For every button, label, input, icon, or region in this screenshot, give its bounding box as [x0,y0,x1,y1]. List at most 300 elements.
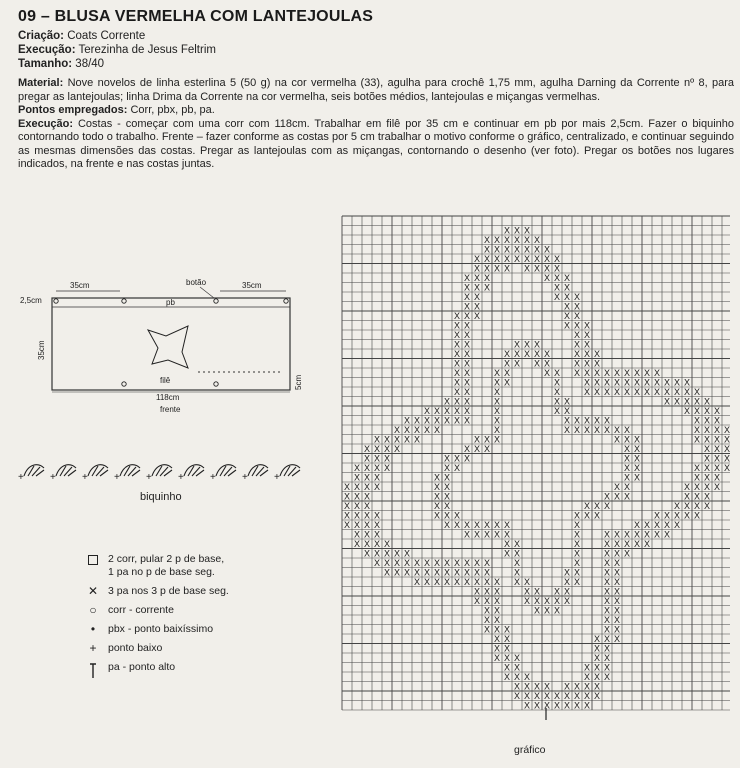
chart-cell-x: X [413,557,421,568]
chart-cell-x: X [703,472,711,483]
chart-cell-x: X [603,614,611,625]
chart-cell-x: X [613,548,621,559]
chart-cell-x: X [603,643,611,654]
material-paragraph [18,77,734,104]
chart-cell-x: X [623,424,631,435]
chart-cell-x: X [373,529,381,540]
button-marker [122,299,126,303]
chart-cell-x: X [723,453,730,464]
chart-cell-x: X [513,576,521,587]
chart-cell-x: X [463,529,471,540]
chart-cell-x: X [493,605,501,616]
chart-cell-x: X [723,462,730,473]
chart-cell-x: X [573,358,581,369]
width-118cm: 118cm [156,393,180,402]
chart-cell-x: X [663,377,671,388]
chart-cell-x: X [583,358,591,369]
chart-cell-x: X [713,434,721,445]
chart-cell-x: X [373,548,381,559]
chart-cell-x: X [573,301,581,312]
chart-cell-x: X [453,415,461,426]
chart-cell-x: X [603,424,611,435]
chart-cell-x: X [493,386,501,397]
chart-cell-x: X [503,633,511,644]
chart-cell-x: X [383,434,391,445]
chart-cell-x: X [593,415,601,426]
chart-cell-x: X [483,253,491,264]
chart-cell-x: X [543,605,551,616]
chart-cell-x: X [453,462,461,473]
dim-35cm-right: 35cm [242,281,262,290]
chart-cell-x: X [553,700,561,711]
chart-cell-x: X [483,576,491,587]
legend-item [86,623,229,636]
chart-cell-x: X [573,310,581,321]
chart-cell-x: X [693,481,701,492]
chart-cell-x: X [463,557,471,568]
chart-cell-x: X [493,253,501,264]
chart-cell-x: X [713,481,721,492]
piece-outline [52,298,290,390]
chart-cell-x: X [463,301,471,312]
chart-cell-x: X [583,367,591,378]
chart-cell-x: X [393,548,401,559]
chart-cell-x: X [423,405,431,416]
chart-cell-x: X [623,491,631,502]
chart-cell-x: X [593,377,601,388]
chart-cell-x: X [363,519,371,530]
chart-cell-x: X [563,424,571,435]
biquinho-motif [210,465,236,483]
chart-cell-x: X [633,462,641,473]
chart-cell-x: X [583,415,591,426]
chart-cell-x: X [473,282,481,293]
chart-cell-x: X [493,377,501,388]
chart-cell-x: X [593,652,601,663]
chart-cell-x: X [543,244,551,255]
chart-cell-x: X [583,386,591,397]
chart-cell-x: X [613,377,621,388]
chart-cell-x: X [553,586,561,597]
chart-cell-x: X [453,567,461,578]
execucao-label: Execução: [18,44,76,56]
chart-cell-x: X [583,320,591,331]
chart-cell-x: X [573,510,581,521]
chart-cell-x: X [513,690,521,701]
chart-cell-x: X [523,681,531,692]
chart-cell-x: X [373,557,381,568]
chart-cell-x: X [563,272,571,283]
chart-cell-x: X [603,576,611,587]
execucao-text: Costas - começar com uma corr com 118cm. Trabalhar em filê por 35 cm e continuar em pb por mais 2,5cm. Fazer o biquinho contornando todo o trabalho. Frente – fazer conforme as costas por 5 cm trabalhar o motivo conforme o gráfico, centralizado, e continuar seguindo as mesmas dimensões das costas. Pregar as lantejoulas com as miçangas, contornando o desenho (ver foto). Pregar os botões nos lugares indicados, na frente e nas costas juntas. [18,117,734,170]
chart-cell-x: X [513,538,521,549]
chart-cell-x: X [613,386,621,397]
chart-cell-x: X [493,576,501,587]
chart-cell-x: X [353,500,361,511]
chart-cell-x: X [563,690,571,701]
chart-cell-x: X [553,263,561,274]
chart-cell-x: X [643,386,651,397]
chart-cell-x: X [623,548,631,559]
chart-cell-x: X [503,358,511,369]
chart-cell-x: X [563,586,571,597]
chart-cell-x: X [403,557,411,568]
chart-cell-x: X [683,405,691,416]
chart-cell-x: X [623,453,631,464]
chart-cell-x: X [503,662,511,673]
chart-cell-x: X [493,415,501,426]
chart-cell-x: X [463,386,471,397]
chart-cell-x: X [543,681,551,692]
chart-cell-x: X [473,529,481,540]
chart-cell-x: X [513,662,521,673]
material-text: Nove novelos de linha esterlina 5 (50 g) na cor vermelha (33), agulha para crochê 1,75 mm, agulha Darning da Corrente nº 8, para pregar as lantejoulas; linha Drima da Corrente na cor vermelha, seis botões médios, lantejoulas e miçangas vermelhas. [18,77,734,103]
chart-cell-x: X [603,548,611,559]
chart-cell-x: X [713,415,721,426]
chart-cell-x: X [533,681,541,692]
svg-text:+: + [114,472,120,483]
chart-cell-x: X [613,576,621,587]
svg-text:+: + [82,472,88,483]
chart-cell-x: X [363,453,371,464]
chart-cell-x: X [573,367,581,378]
chart-cell-x: X [613,434,621,445]
chart-cell-x: X [493,529,501,540]
chart-cell-x: X [523,348,531,359]
chart-cell-x: X [613,424,621,435]
chart-cell-x: X [623,377,631,388]
chart-cell-x: X [703,415,711,426]
chart-cell-x: X [413,567,421,578]
chart-cell-x: X [443,491,451,502]
chart-cell-x: X [503,377,511,388]
chart-cell-x: X [633,472,641,483]
chart-cell-x: X [523,225,531,236]
chart-cell-x: X [593,367,601,378]
chart-cell-x: X [363,472,371,483]
chart-cell-x: X [553,595,561,606]
chart-cell-x: X [443,557,451,568]
chart-cell-x: X [443,510,451,521]
chart-cell-x: X [673,519,681,530]
biquinho-diagram [10,458,310,488]
chart-cell-x: X [513,339,521,350]
chart-cell-x: X [353,529,361,540]
chart-cell-x: X [383,538,391,549]
chart-cell-x: X [343,481,351,492]
chart-cell-x: X [403,567,411,578]
material-label: Material: [18,77,64,89]
chart-cell-x: X [363,481,371,492]
chart-cell-x: X [503,643,511,654]
chart-cell-x: X [523,339,531,350]
chart-cell-x: X [603,386,611,397]
chart-cell-x: X [433,557,441,568]
chart-cell-x: X [453,320,461,331]
chart-cell-x: X [693,405,701,416]
piece-schematic [20,272,320,422]
chart-cell-x: X [363,443,371,454]
chart-cell-x: X [703,424,711,435]
chart-cell-x: X [433,491,441,502]
chart-cell-x: X [543,253,551,264]
chart-cell-x: X [713,405,721,416]
chart-cell-x: X [653,510,661,521]
chart-cell-x: X [433,481,441,492]
chart-cell-x: X [463,519,471,530]
chart-cell-x: X [633,529,641,540]
chart-cell-x: X [483,605,491,616]
legend-text: 3 pa nos 3 p de base seg. [108,585,229,597]
chart-cell-x: X [543,263,551,274]
chart-cell-x: X [463,415,471,426]
chart-cell-x: X [583,348,591,359]
chart-cell-x: X [493,595,501,606]
chart-cell-x: X [443,519,451,530]
chart-cell-x: X [493,405,501,416]
chart-cell-x: X [463,310,471,321]
chart-cell-x: X [503,234,511,245]
chart-cell-x: X [483,282,491,293]
chart-cell-x: X [543,700,551,711]
legend-item [86,661,229,674]
chart-cell-x: X [593,348,601,359]
chart-cell-x: X [593,358,601,369]
chart-cell-x: X [573,519,581,530]
chart-cell-x: X [593,671,601,682]
chart-cell-x: X [723,434,730,445]
chart-cell-x: X [573,339,581,350]
chart-cell-x: X [553,253,561,264]
chart-cell-x: X [573,329,581,340]
chart-cell-x: X [393,443,401,454]
legend-item [86,585,229,598]
chart-cell-x: X [573,320,581,331]
chart-cell-x: X [603,633,611,644]
chart-cell-x: X [703,481,711,492]
chart-cell-x: X [513,348,521,359]
chart-cell-x: X [543,272,551,283]
chart-cell-x: X [533,586,541,597]
chart-cell-x: X [563,301,571,312]
biquinho-motif [178,465,204,483]
dim-35cm-left: 35cm [70,281,90,290]
pontos-label: Pontos empregados: [18,104,128,116]
chart-cell-x: X [463,453,471,464]
button-marker [122,382,126,386]
chart-cell-x: X [453,367,461,378]
chart-cell-x: X [503,225,511,236]
chart-cell-x: X [423,557,431,568]
chart-cell-x: X [713,453,721,464]
chart-cell-x: X [603,652,611,663]
chart-cell-x: X [653,519,661,530]
chart-cell-x: X [523,253,531,264]
chart-cell-x: X [643,538,651,549]
chart-cell-x: X [713,472,721,483]
chart-cell-x: X [553,405,561,416]
chart-cell-x: X [563,396,571,407]
chart-cell-x: X [503,519,511,530]
chart-cell-x: X [393,434,401,445]
chart-cell-x: X [453,339,461,350]
legend-item [86,553,229,579]
chart-cell-x: X [593,386,601,397]
chart-cell-x: X [613,529,621,540]
chart-cell-x: X [633,377,641,388]
chart-cell-x: X [603,662,611,673]
chart-cell-x: X [443,500,451,511]
chart-cell-x: X [503,367,511,378]
biquinho-label: biquinho [140,491,182,503]
chart-cell-x: X [373,481,381,492]
chart-cell-x: X [533,348,541,359]
chart-cell-x: X [433,567,441,578]
chart-cell-x: X [553,367,561,378]
chart-cell-x: X [423,576,431,587]
chart-cell-x: X [463,329,471,340]
svg-text:+: + [178,472,184,483]
chart-cell-x: X [383,443,391,454]
chart-cell-x: X [533,595,541,606]
chart-cell-x: X [423,567,431,578]
chart-cell-x: X [583,424,591,435]
chart-cell-x: X [363,510,371,521]
button-marker [214,382,218,386]
chart-cell-x: X [713,424,721,435]
biquinho-motif [242,465,268,483]
chart-cell-x: X [583,510,591,521]
chart-cell-x: X [353,538,361,549]
chart-cell-x: X [393,557,401,568]
chart-cell-x: X [493,652,501,663]
chart-cell-x: X [573,576,581,587]
chart-cell-x: X [633,386,641,397]
svg-text:+: + [210,472,216,483]
chart-cell-x: X [463,291,471,302]
chart-cell-x: X [583,329,591,340]
chart-cell-x: X [443,415,451,426]
chart-cell-x: X [513,244,521,255]
chart-cell-x: X [453,405,461,416]
chart-cell-x: X [583,690,591,701]
chart-cell-x: X [493,624,501,635]
chart-cell-x: X [703,443,711,454]
chart-cell-x: X [543,690,551,701]
chart-cell-x: X [423,415,431,426]
chart-cell-x: X [703,491,711,502]
chart-cell-x: X [373,519,381,530]
chart-cell-x: X [523,576,531,587]
chart-cell-x: X [523,244,531,255]
chart-cell-x: X [503,348,511,359]
chart-cell-x: X [573,700,581,711]
chart-cell-x: X [413,434,421,445]
chart-cell-x: X [463,358,471,369]
chart-cell-x: X [503,263,511,274]
chart-cell-x: X [473,272,481,283]
legend-text: corr - corrente [108,604,174,616]
legend-text: pbx - ponto baixíssimo [108,623,214,635]
chart-cell-x: X [473,253,481,264]
chart-cell-x: X [613,624,621,635]
chart-cell-x: X [623,529,631,540]
chart-cell-x: X [483,434,491,445]
chart-cell-x: X [603,557,611,568]
chart-cell-x: X [473,310,481,321]
chart-cell-x: X [363,548,371,559]
chart-cell-x: X [523,595,531,606]
chart-cell-x: X [433,415,441,426]
chart-cell-x: X [463,272,471,283]
chart-cell-x: X [533,234,541,245]
button-marker [284,299,288,303]
chart-cell-x: X [483,557,491,568]
symbol-legend [86,553,229,680]
chart-cell-x: X [633,434,641,445]
chart-cell-x: X [553,396,561,407]
chart-cell-x: X [693,386,701,397]
chart-cell-x: X [603,415,611,426]
tamanho-label: Tamanho: [18,58,73,70]
chart-cell-x: X [573,291,581,302]
svg-text:+: + [50,472,56,483]
chart-cell-x: X [443,462,451,473]
chart-cell-x: X [393,567,401,578]
biquinho-motif [18,465,44,483]
chart-cell-x: X [533,339,541,350]
chart-cell-x: X [583,662,591,673]
chart-cell-x: X [503,652,511,663]
chart-cell-x: X [473,567,481,578]
chart-cell-x: X [353,510,361,521]
chart-cell-x: X [693,434,701,445]
chart-cell-x: X [593,662,601,673]
chart-cell-x: X [433,510,441,521]
chart-cell-x: X [493,234,501,245]
chart-cell-x: X [703,500,711,511]
chart-grid [342,216,730,710]
dim-35cm-side: 35cm [37,340,46,360]
chart-cell-x: X [513,681,521,692]
chart-cell-x: X [493,633,501,644]
chart-cell-x: X [533,263,541,274]
chart-cell-x: X [513,548,521,559]
chart-cell-x: X [673,386,681,397]
chart-cell-x: X [703,453,711,464]
chart-cell-x: X [373,538,381,549]
chart-cell-x: X [433,424,441,435]
chart-cell-x: X [453,358,461,369]
chart-cell-x: X [443,405,451,416]
chart-cell-x: X [613,567,621,578]
chart-cell-x: X [543,367,551,378]
chart-cell-x: X [573,567,581,578]
chart-cell-x: X [383,557,391,568]
chart-cell-x: X [443,396,451,407]
chart-cell-x: X [693,510,701,521]
dim-5cm-side: 5cm [294,374,303,390]
chart-cell-x: X [573,690,581,701]
chart-cell-x: X [613,614,621,625]
botao-label: botão [186,278,207,287]
biquinho-motif [114,465,140,483]
chart-cell-x: X [503,253,511,264]
chart-cell-x: X [613,491,621,502]
chart-cell-x: X [513,253,521,264]
instructions-block [18,8,734,172]
chart-cell-x: X [483,529,491,540]
